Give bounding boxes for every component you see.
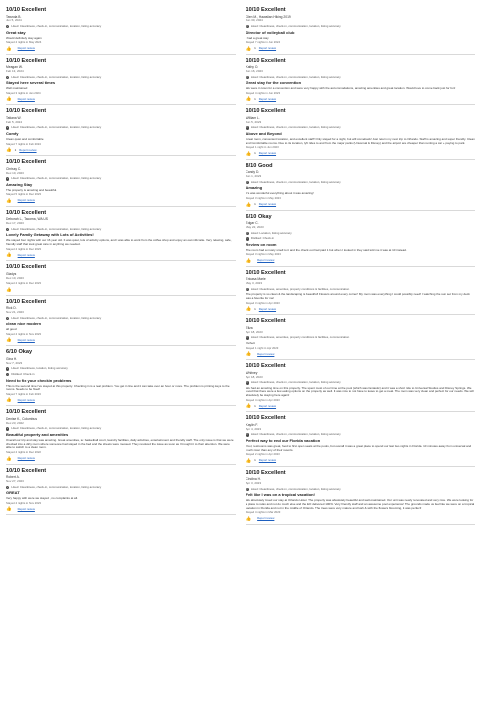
thumbs-up-icon[interactable]: 👍 [245,306,252,312]
reviews-column-right [246,4,476,720]
report-review-link[interactable]: Report review [17,198,35,203]
report-review-link[interactable]: Report review [17,337,35,342]
liked-text: Liked: Cleanliness, amenities, property conditions & facilities, communication [250,286,350,291]
minus-icon: − [6,373,9,377]
review-date: Apr 18, 2023 [245,374,263,379]
report-review-link[interactable]: Report review [17,506,35,511]
liked-row [6,317,236,321]
disliked-text: Disliked: Check-in [11,372,35,377]
review-date: Jun 1, 2023 [245,174,262,179]
liked-row [6,367,236,371]
helpful-count: 1 [254,46,256,51]
review-author: Eliza [245,325,253,330]
report-review-link[interactable]: Report review [17,456,35,461]
review-actions [246,458,476,463]
review-body: all good [6,327,17,332]
thumbs-up-icon[interactable]: 👍 [245,403,252,409]
report-review-link[interactable]: Report review [258,403,277,408]
review-author: Denise K., Columbus [6,416,37,421]
review-rating: 10/10 Excellent [245,269,286,276]
review-author: Robert A. [6,475,20,480]
review-card [246,412,476,466]
thumbs-up-icon[interactable]: 👍 [6,96,12,102]
thumbs-up-icon[interactable]: 👍 [245,257,252,263]
report-review-link[interactable]: Report review [258,151,277,156]
review-body: This is the second time I've stayed at this property. Checking in is a real problem. You get in line and it can take over an hour or more. The problem is printing keys to the rooms. Needs to be fixed! [6,383,230,392]
review-body: We were in town for a convention and were very happy with the accommodations, amazing amenities and great location. Would love to come back just for fun! [245,86,456,91]
liked-row [246,381,476,385]
liked-text: Liked: Cleanliness, check-in, communication, location, listing accuracy [11,484,102,489]
thumbs-up-icon[interactable]: 👍 [6,337,12,343]
review-author: Kathy O. [245,65,259,70]
review-stay-info: Stayed 3 nights in May 2023 [245,196,281,201]
review-body: The property is so clean & the landscaping is beautiful! Flowers around every corner! My room was everything I could possibly need! I watching the sun set from my deck was a favorite for me! [245,292,470,301]
review-title: GREAT [6,490,20,496]
review-stay-info: Stayed 4 nights in Dec 2022 [6,450,41,455]
review-rating: 10/10 Excellent [6,409,47,416]
liked-row [6,126,236,130]
check-icon: ✓ [246,336,249,340]
review-actions [6,397,236,402]
report-review-link[interactable]: Report review [17,96,35,101]
review-stay-info: Stayed 3 nights in Apr 2023 [245,300,280,305]
check-icon: ✓ [246,25,249,28]
review-author: Cindina H. [245,477,261,482]
review-body: We absolutely loved our stay at Orlando Hotel. The property was absolutely beautiful and well-maintained. Our unit was newly renovated and very nice. We were looking for a place to relax and not do much else and the EO delivered 100%. Very friendly staff and an awesome pool experience! The grounds made us feel like we were on a tropical vacation in Florida and not in the middle of Orlando. The trees were very mature and lush & with the flowers blooming, it was perfect! [245,498,475,510]
liked-row [6,177,236,181]
review-actions [246,96,476,101]
review-card [246,105,476,159]
review-author: Gina H. [6,356,18,361]
review-actions [246,46,476,51]
review-body: It's was wonderful everything about it was amazing! [245,191,314,196]
liked-row [246,336,476,340]
review-date: Nov 21, 2023 [6,310,24,315]
liked-text: Liked: Cleanliness, check-in, communication, location, listing accuracy [11,125,102,130]
check-icon: ✓ [6,75,9,79]
disliked-text: Disliked: Check-in [250,236,275,241]
review-title: Great stay for the convention [245,80,302,86]
review-date: Feb 5, 2024 [6,119,23,124]
review-card [6,105,236,156]
review-title: Perfect way to end our Florida vacation [245,437,321,443]
check-icon: ✓ [246,126,249,130]
review-rating: 10/10 Excellent [6,298,47,305]
thumbs-up-icon[interactable]: 👍 [245,201,252,207]
thumbs-up-icon[interactable]: 👍 [6,506,12,512]
review-rating: 10/10 Excellent [245,469,286,476]
review-rating: 10/10 Excellent [245,108,286,115]
liked-text: Liked: Cleanliness, check-in, communication, location, listing accuracy [250,179,341,184]
review-actions [246,403,476,408]
thumbs-up-icon[interactable]: 👍 [6,147,12,153]
review-author: Glen M., Hawaiian Hiking 2019 [245,14,291,19]
review-stay-info: Stayed 4 nights in Mar 2023 [245,510,281,515]
liked-row [6,486,236,490]
review-date: Apr 3, 2023 [245,481,262,486]
check-icon: ✓ [246,75,249,79]
review-card [246,360,476,412]
review-date: Nov 7, 2023 [6,360,23,365]
review-card [246,211,476,267]
liked-text: Liked: Cleanliness, check-in, communication, location, listing accuracy [11,226,102,231]
review-stay-info: Stayed 7 nights in Feb 2024 [6,141,41,146]
check-icon: ✓ [246,433,249,437]
liked-text: Liked: Cleanliness, check-in, communication, location, listing accuracy [11,315,102,320]
liked-row [246,288,476,292]
review-stay-info: Stayed 3 nights in May 2023 [245,252,281,257]
review-author: Whitney [245,370,258,375]
review-card [6,55,236,106]
review-stay-info: Stayed 7 nights in Feb 2023 [6,391,41,396]
review-actions [6,46,236,51]
report-review-link[interactable]: Report review [257,258,275,263]
report-review-link[interactable]: Report review [257,351,275,356]
review-date: Nov 27, 2023 [6,478,24,483]
review-actions [6,252,236,257]
review-date: Apr 4, 2023 [245,426,262,431]
liked-text: Liked: Cleanliness, check-in, communication, location, listing accuracy [250,486,341,491]
liked-row [6,76,236,80]
thumbs-up-icon[interactable]: 👍 [6,397,12,403]
review-actions [246,258,476,263]
liked-text: Liked: Cleanliness, check-in, communication, location, listing accuracy [250,24,341,28]
review-title: Beautiful property and amenities [6,432,69,438]
review-date: Dec 23, 2022 [6,420,24,425]
review-body: Clean quiet and comfortable [6,136,44,141]
review-body: Would definitely stay again [6,35,42,40]
liked-text: Liked: Cleanliness, check-in, communication, location, listing accuracy [250,74,341,79]
review-card [246,4,476,55]
thumbs-up-icon[interactable]: 👍 [6,197,12,203]
review-card [246,160,476,211]
report-review-link[interactable]: Report review [258,306,277,311]
review-card [6,296,236,347]
liked-row [246,232,476,236]
review-author: William L. [245,115,260,120]
review-actions [246,516,476,521]
review-rating: 10/10 Excellent [245,7,286,13]
thumbs-up-icon[interactable]: 👍 [6,252,12,258]
minus-icon: − [246,237,248,241]
review-stay-info: Stayed 1 night in Apr 2023 [245,345,279,350]
review-author: Gladys [6,271,17,276]
review-author: Deborah L., Tacoma, WA US [6,217,48,222]
review-title: Lovely Family Getaway with Lots of Activities! [6,232,94,238]
review-stay-info: Stayed 4 nights in Apr 2023 [245,397,280,402]
review-rating: 10/10 Excellent [6,7,47,13]
review-title: Felt like I was on a tropical vacation! [245,492,315,498]
thumbs-up-icon[interactable]: 👍 [245,96,252,102]
review-card [246,267,476,316]
review-date: Feb 13, 2024 [6,69,24,74]
review-stay-info: Stayed 2 nights in Apr 2023 [245,452,280,457]
review-rating: 10/10 Excellent [6,264,47,271]
helpful-count: 1 [254,458,256,463]
check-icon: ✓ [6,316,9,320]
review-body: We stayed four nights with our 16 year old. It was quiet, lots of activity options, and I was able to work from the coffee shop and enjoy an oat milk latte. Very relaxing, safe, friendly staff that took great care in anything we needed. [6,238,232,247]
review-rating: 10/10 Excellent [245,318,286,325]
review-actions [6,337,236,342]
review-date: May 3, 2023 [245,281,263,286]
check-icon: ✓ [246,180,249,184]
review-card [6,406,236,464]
review-body: We had an amazing time on this property. The spent most of our time at the pool (which was fantastic) and it was a short ride to Universal Studios and Disney Springs. We loved that there were a few eating options on the property as well. It was nice to not have to leave to get a meal. The room was very clean and perfect for our needs. We will absolutely be staying here again! [245,385,474,398]
review-card [6,4,236,55]
liked-text: Liked: Cleanliness, check-in, communication, location, listing accuracy [250,125,341,130]
review-author: Tatiana W. [6,115,22,120]
review-body: The room had a musty smell to it and the check out had paid 1 but when I looked in they said told me it was at 10 instead. [245,247,407,252]
check-icon: ✓ [6,25,9,28]
review-date: Dec 17, 2023 [6,221,24,226]
check-icon: ✓ [246,231,249,235]
report-review-link[interactable]: Report review [258,458,277,463]
liked-row [6,427,236,431]
review-title: Stayed here several times [6,80,56,86]
liked-text: Liked: Cleanliness, check-in, communication, location, listing accuracy [250,432,341,437]
review-date: Jun 5, 2024 [6,18,22,23]
reviews-column-left [6,4,236,720]
review-author: Tawnda B. [6,14,22,19]
liked-row [246,126,476,130]
review-rating: 10/10 Excellent [245,57,286,64]
liked-text: Liked: Cleanliness, amenities, property conditions & facilities, communication [250,335,350,340]
review-stay-info: Stayed 3 nights in Jan 2024 [6,90,41,95]
review-title: Amazing Stay [6,181,33,187]
review-body: Great room, convenient location, and excellent staff! Only stayed for a night, but will comeback! Just return my next trip to Orlando. Staff is amazing and super friendly. Clean and Comfortable rooms. Due to its location, lyft rides to and from the major parks (Universal & Disney) and the airport are cheaper than renting a car + paying to park. [245,136,475,145]
helpful-count: 1 [254,96,256,101]
report-review-link[interactable]: Report review [17,397,35,402]
thumbs-up-icon[interactable]: 👍 [245,150,252,156]
liked-text: Liked: Location, listing accuracy [250,230,292,235]
liked-row [246,76,476,80]
report-review-link[interactable]: Report review [258,46,277,51]
review-author: Meagan W. [6,65,23,70]
review-stay-info: Stayed 1 night in Jun 2023 [245,145,279,150]
review-card [246,467,476,525]
review-title: Review on room [245,241,277,247]
thumbs-up-icon[interactable]: 👍 [6,455,12,461]
liked-row [246,25,476,29]
report-review-link[interactable]: Report review [258,202,277,207]
review-rating: 10/10 Excellent [245,363,286,370]
review-actions [246,151,476,156]
review-body: I had a great stay [245,35,269,40]
review-stay-info: Stayed 4 nights in Dec 2023 [6,281,41,286]
review-stay-info: Stayed 5 nights in Dec 2023 [6,192,41,197]
review-actions [246,306,476,311]
review-rating: 10/10 Excellent [245,415,286,422]
liked-text: Liked: Cleanliness, location, listing accuracy [11,366,68,371]
review-title: Above and Beyond [245,131,282,136]
review-author: Edgar C. [245,221,259,226]
check-icon: ✓ [246,381,249,385]
review-actions [6,456,236,461]
thumbs-up-icon[interactable]: 👍 [245,45,252,51]
review-author: Chrissy C. [6,166,22,171]
review-card [246,315,476,360]
review-card [6,261,236,296]
check-icon: ✓ [6,227,9,231]
review-rating: 10/10 Excellent [6,209,47,216]
review-title: Great stay [6,29,26,35]
review-author: Ericasa Marie [245,277,266,282]
review-title: clean nice modern [6,321,42,327]
review-actions [6,198,236,203]
thumbs-up-icon[interactable]: 👍 [6,45,12,51]
helpful-count: 1 [254,151,256,156]
review-actions [6,506,236,511]
thumbs-up-icon[interactable]: 👍 [245,351,252,357]
liked-row [6,25,236,29]
review-card [6,156,236,207]
liked-text: Liked: Cleanliness, check-in, communication, location, listing accuracy [11,74,102,79]
report-review-link[interactable]: Report review [19,147,37,152]
review-actions [6,287,236,292]
review-date: Jun 16, 2023 [245,69,263,74]
review-author: Candy D. [245,170,260,175]
liked-row [246,488,476,492]
helpful-count: 1 [254,403,256,408]
review-actions [6,147,236,152]
liked-text: Liked: Cleanliness, check-in, communication, location, listing accuracy [11,24,102,28]
review-rating: 10/10 Excellent [6,57,47,64]
report-review-link[interactable]: Report review [258,96,277,101]
review-actions [246,351,476,356]
disliked-row [6,373,236,377]
review-actions [6,96,236,101]
review-card [6,346,236,406]
check-icon: ✓ [246,487,249,491]
review-body: Perfect [245,340,256,345]
check-icon: ✓ [6,177,9,181]
review-date: May 22, 2023 [245,224,264,229]
review-date: Apr 18, 2023 [245,329,263,334]
check-icon: ✓ [6,485,9,489]
thumbs-up-icon[interactable]: 👍 [245,515,252,521]
review-date: Dec 10, 2023 [6,170,24,175]
disliked-row [246,237,476,241]
review-stay-info: Stayed 4 nights in Nov 2023 [6,500,41,505]
check-icon: ✓ [6,367,9,371]
review-author: Kaylin F. [245,422,258,427]
review-card [246,55,476,106]
thumbs-up-icon[interactable]: 👍 [245,457,252,463]
review-rating: 6/10 Okay [6,349,33,356]
review-title: Director of volleyball club [245,29,295,35]
review-card [6,465,236,516]
report-review-link[interactable]: Report review [17,252,35,257]
review-date: Jun 5, 2023 [245,119,262,124]
helpful-count: 1 [254,202,256,207]
review-stay-info: Stayed 4 nights in Dec 2023 [6,246,41,251]
thumbs-up-icon[interactable]: 👍 [6,286,12,292]
review-body: Pool, restrooms was great, food to first open seats at the pools, but overall it was a great place to spend our last two nights in Florida. 10 minutes away from universal and much nicer than any of their resorts. [245,443,472,452]
review-body: The property is amazing and beautiful. [6,187,58,192]
liked-row [6,228,236,232]
review-rating: 6/10 Okay [245,213,272,220]
liked-text: Liked: Cleanliness, check-in, communication, location, listing accuracy [11,426,102,431]
review-rating: 10/10 Excellent [6,159,47,166]
review-stay-info: Stayed 7 nights in Jun 2024 [245,40,281,45]
review-actions [246,202,476,207]
helpful-count: 1 [254,306,256,311]
helpful-count: 1 [14,147,17,152]
liked-text: Liked: Cleanliness, check-in, communication, location, listing accuracy [11,176,102,181]
review-stay-info: Stayed 4 nights in Nov 2023 [6,331,41,336]
review-date: Jun 30, 2024 [245,18,263,23]
review-body: Well maintained [6,86,28,91]
check-icon: ✓ [6,126,9,130]
review-stay-info: Stayed 4 nights in May 2024 [6,40,42,45]
review-date: Dec 10, 2023 [6,275,24,280]
review-rating: 8/10 Good [245,162,273,169]
check-icon: ✓ [246,287,249,291]
review-rating: 10/10 Excellent [6,467,47,474]
liked-row [246,433,476,437]
review-title: Comfy [6,131,19,136]
review-body: Overall our trip and stay was amazing. Great amenities, ie: basketball court, laundry facilities, daily activities, entertainment and friendly staff. The only issue is that we were checked into a dirty room where someone had stayed in the bed and the sheets were messed. They resolved the issue as soon as I brought it to their attention. We were able to switch to a clean room. [6,437,234,450]
review-card [6,207,236,261]
report-review-link[interactable]: Report review [17,46,35,51]
review-author: Rick D. [6,306,17,311]
check-icon: ✓ [6,427,9,431]
liked-row [246,181,476,185]
review-stay-info: Stayed 4 nights in Jun 2023 [245,90,281,95]
review-title: Need to fix your checkin problems [6,377,72,383]
report-review-link[interactable]: Report review [257,516,275,521]
review-body: Very happy with were we stayed , no complaints at all. [6,496,78,501]
review-rating: 10/10 Excellent [6,108,47,115]
review-title: Amazing [245,185,263,191]
liked-text: Liked: Cleanliness, check-in, communication, location, listing accuracy [250,380,341,385]
